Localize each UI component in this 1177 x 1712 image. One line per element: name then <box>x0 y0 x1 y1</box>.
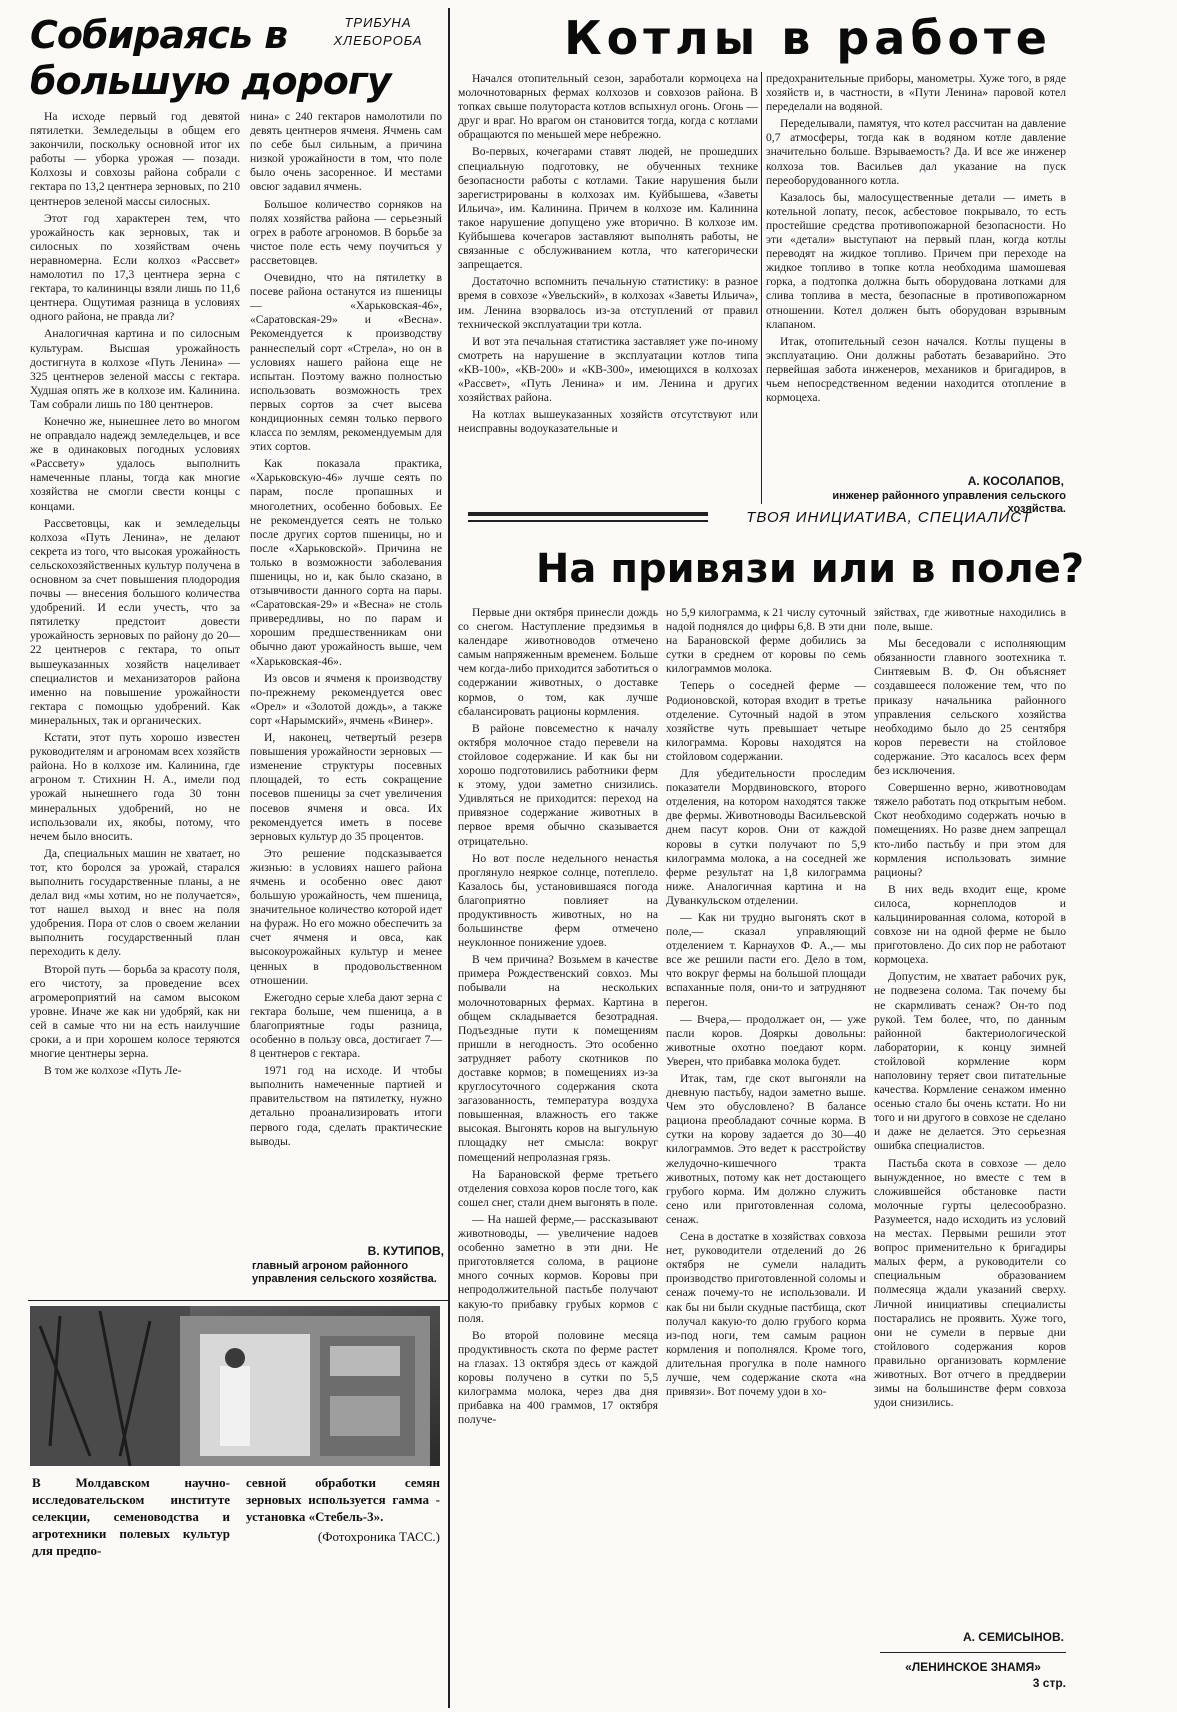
footer-source: «ЛЕНИНСКОЕ ЗНАМЯ» <box>905 1660 1041 1674</box>
article2-signature-title: инженер районного управления сельского хозяйства. <box>832 490 1066 515</box>
article3-headline: На привязи или в поле? <box>535 546 1085 592</box>
article1-signature-title: главный агроном районного управления сельского хозяйства. <box>252 1260 437 1285</box>
paragraph: Очевидно, что на пятилетку в посеве района останутся из пшеницы — «Харьковская-46», «Саратовская-29» и «Весна». Рекомендуется к производству раннеспелый сорт «Стрела», но он в условиях нашего района еще не испытан. Поэтому важно полностью использовать возможность трех первых сортов за счет высева кондиционных семян только первого класса по землям, рекомендуемым для этих сортов. <box>250 271 442 454</box>
article1-column-2 <box>250 110 442 1242</box>
paragraph: — Вчера,— продолжает он, — уже пасли коров. Дояркы довольны: животные охотно поедают корм. Уверен, что прибавка молока будет. <box>666 1012 866 1068</box>
news-photo <box>30 1306 440 1466</box>
paragraph: В районе повсеместно к началу октября молочное стадо перевели на стойловое содержание. И как бы ни хорошо подготовились работники ферм к этому, удои заметно снизились. Удивляться не приходится: переход на привязное содержание животных в первое время обычно сказывается отрицательно. <box>458 721 658 848</box>
paragraph: На Барановской ферме третьего отделения совхоза коров после того, как сошел снег, стали днем выгонять в поле. <box>458 1167 658 1209</box>
paragraph: Достаточно вспомнить печальную статистику: в разное время в совхозе «Увельский», в колхозах «Заветы Ильича», им. Ленина взорвалось из-за отступлений от правил технической эксплуатации три котла. <box>458 275 758 331</box>
photo-caption-text-2: севной обработки семян зерновых используется гамма - установка «Стебель-3». <box>246 1475 440 1524</box>
paragraph: Во второй половине месяца продуктивность скота по ферме растет на глазах. 13 октября здесь от каждой коровы получено в сутки по 5,5 килограмма молока, через два дня прибавка на 400 граммов, 17 октября получе- <box>458 1328 658 1427</box>
article1-signature-name: В. КУТИПОВ, <box>367 1244 444 1258</box>
paragraph: На исходе первый год девятой пятилетки. Земледельцы в общем его закончили, поскольку основной итог их работы — уборка урожая — позади. Колхозы и совхозы района собрали с гектара по 13,2 центнера зерновых, по 210 центнеров зеленой массы силосных. <box>30 110 240 208</box>
paragraph: Из овсов и ячменя к производству по-прежнему рекомендуется овес «Орел» и «Золотой дождь», а также сорт «Нарымский», ячмень «Винер». <box>250 671 442 727</box>
paragraph: Для убедительности проследим показатели Мордвиновского, второго отделения, на котором находятся также две фермы. Животноводы Васильевской днем пасут коров. Они от каждой коровы в сутки получают по 5,9 килограмма молока, а на соседней же ферме результат на 1,8 килограмма ниже. Аналогичная картина и на Дуванкульском отделении. <box>666 767 866 907</box>
article1-rubric: ТРИБУНА ХЛЕБОРОБА <box>333 15 423 48</box>
paragraph: предохранительные приборы, манометры. Хуже того, в ряде хозяйств и, в частности, в «Пути Ленина» паровой котел переделали на водяной. <box>766 72 1066 114</box>
rubric-rule-top <box>468 512 708 516</box>
paragraph: Мы беседовали с исполняющим обязанности главного зоотехника т. Синтяевым В. Ф. Он объясняет создавшееся положение тем, что по приказу начальника районного управления сельского хозяйства необходимо было до 25 сентября коров перевести на стойловое содержание. Это касалось всех ферм без исключения. <box>874 637 1066 778</box>
paragraph: Но вот после недельного ненастья проглянуло неяркое солнце, потеплело. Казалось бы, установившаяся погода благоприятно повлияет на продуктивность животных, но на большинстве ферм отмечено неуклонное понижение удоев. <box>458 851 658 950</box>
photo-image <box>30 1306 440 1466</box>
paragraph: Рассветовцы, как и земледельцы колхоза «Путь Ленина», не делают секрета из того, что высокая урожайность сельскохозяйственных культур получена в основном за счет повышения плодородия почвы — внесения большого количества удобрений. И если учесть, что за пятилетку предстоит довести урожайность зерновых по району до 20—22 центнеров с гектара, то опыт вышеуказанных хозяйств нацеливает специалистов и механизаторов района именно на повышение урожайности гектара с помощью удобрений. Как минеральных, так и органических. <box>30 516 240 727</box>
paragraph: Совершенно верно, животноводам тяжело работать под открытым небом. Скот необходимо содержать ночью в помещениях. Но разве днем запрещал кто-либо пастьбу и при этом для кормления использовать зимние рационы? <box>874 781 1066 879</box>
paragraph: зяйствах, где животные находились в поле, выше. <box>874 606 1066 634</box>
paragraph: Казалось бы, малосущественные детали — иметь в котельной лопату, песок, асбестовое покрывало, то есть простейшие средства противопожарной безопасности. Но эти «детали» выступают на первый план, когда котлы переводят на жидкое топливо. Причем при переходе на жидкое топливо в топке котла необходима шамошевая горка, а подтопка должна быть оборудована лотками для слива топлива в места, безопасные в противопожарном отношении. Котел должен быть оборудован взрывным клапаном. <box>766 190 1066 331</box>
paragraph: Теперь о соседней ферме — Родионовской, которая входит в третье отделение. Суточный надой в этом хозяйстве чуть превышает четыре килограмма. Коровы находятся на стойловом содержании. <box>666 679 866 763</box>
paragraph: Сена в достатке в хозяйствах совхоза нет, руководители отделений до 26 октября не сумели наладить производство приготовленной соломы и сенаж почему-то не использовали. И как бы ни были скудные пастбища, скот получал какую-то долю грубого корма из-под ноги, тем самым рацион кормления и пополнялся. Кроме того, длительная прогулка в поле намного лучше, чем содержание скота «на привязи». Вот почему удои в хо- <box>666 1230 866 1399</box>
article1-bottom-rule <box>28 1300 448 1301</box>
photo-caption-text: В Молдавском научно-исследовательском институте селекции, семеноводства и агротехники полевых культур для предпо- <box>32 1475 230 1558</box>
paragraph: 1971 год на исходе. И чтобы выполнить намеченные партией и правительством на пятилетку, нужно детально проанализировать итоги первого года, сделать практические выводы. <box>250 1064 442 1148</box>
article2-column-divider <box>761 72 762 504</box>
paragraph: Кстати, этот путь хорошо известен руководителям и агрономам всех хозяйств района. Но в колхозе им. Калинина, где агроном т. Стихнин Н. А., имели под урожай нынешнего года 30 тонн минеральных удобрений, но не использовали их, якобы, потому, что нечем было вносить. <box>30 731 240 843</box>
paragraph: Итак, там, где скот выгоняли на дневную пастьбу, надои заметно выше. Чем это обусловлено? В балансе рациона преобладают сочные корма. В сутки на корову задается до 30—40 килограммов. Это ведет к расстройству желудочно-кишечного тракта животных, потому как нет достающего грубого корма. Им должно служить сено или приготовленная солома, сенаж. <box>666 1072 866 1226</box>
paragraph: Ежегодно серые хлеба дают зерна с гектара больше, чем пшеница, а в благоприятные годы разница, особенно в пользу овса, достигает 7—8 центнеров с гектара. <box>250 990 442 1061</box>
article2-column-1 <box>458 72 758 492</box>
article3-rubric: ТВОЯ ИНИЦИАТИВА, СПЕЦИАЛИСТ <box>746 509 1032 526</box>
paragraph: В чем причина? Возьмем в качестве примера Рождественский совхоз. Мы побывали на нескольких молочнотоварных фермах. Картина в общем складывается безотрадная. Подъездные пути к помещениям пришли в негодность. Это особенно затрудняет работу скотников по доставке кормов; в помещениях из-за круглосуточного содержания скота загазованность, температура воздуха повышенная, влажность его также высокая. Выгонять коров на выгульную площадку нет смысла: вокруг помещений непролазная грязь. <box>458 953 658 1164</box>
article1-headline: Собираясь в большую дорогу <box>30 13 391 103</box>
article1-col1-paragraphs <box>30 110 240 1078</box>
paragraph: нина» с 240 гектаров намолотили по девять центнеров ячменя. Ячмень сам по себе был сильным, а причина низкой урожайности в том, что поле было очень засоренное. И местами овсюг задавил ячмень. <box>250 110 442 194</box>
article2-headline: Котлы в работе <box>564 11 1052 65</box>
rubric-rule-bottom <box>468 520 708 522</box>
paragraph: Конечно же, нынешнее лето во многом не оправдало надежд земледельцев, и все же в одинаковых погодных условиях «Рассвету» удалось выполнить намеченные планы, тогда как многие хозяйства не смогли свести концы с концами. <box>30 414 240 513</box>
paragraph: — На нашей ферме,— рассказывают животноводы, — увеличение надоев особенно заметно в эти дни. Не приготовляется солома, в рационе много сочных кормов. Коровы при непродолжительной пастьбе получают какую-то прибавку грубых кормов с поля. <box>458 1212 658 1325</box>
article2-column-2 <box>766 72 1066 472</box>
paragraph: Да, специальных машин не хватает, но тот, кто боролся за урожай, старался выполнить государственные планы, а не делал вид «мы хотим, но не получается», тот нашел выход и внес на поля удобрения. Пора от слов о своем желании выполнить государственный план переходить к делу. <box>30 846 240 959</box>
paragraph: Первые дни октября принесли дождь со снегом. Наступление предзимья в календаре животноводов отмечено самым напряженным временем. Больше чем когда-либо приходится заботиться о содержании животных, о доставке кормов, о том, как лучше сбалансировать рационы кормления. <box>458 606 658 718</box>
article3-column-2 <box>666 606 866 1710</box>
article1-column-1 <box>30 110 240 1340</box>
paragraph: Во-первых, кочегарами ставят людей, не прошедших специальную подготовку, не обученных технике безопасности работы с котлами. Такие нарушения были зарегистрированы в колхозах им. Куйбышева, «Заветы Ильича», им. Калинина. Причем в колхозе им. Калинина такое нарушение допущено уже вторично. В колхозе им. Куйбышева кочегаров заставляют выполнять работы, не связанные с обслуживанием котла, что категорически запрещается. <box>458 145 758 272</box>
photo-caption-col1 <box>32 1474 230 1624</box>
paragraph: Второй путь — борьба за красоту поля, его чистоту, за проведение всех агромероприятий на самом высоком уровне. Иначе же как ни удобряй, как ни сей в самые что ни на есть наилучшие сроки, а и при хорошем колосе теряются многие центнеры зерна. <box>30 962 240 1061</box>
paragraph: Как показала практика, «Харьковскую-46» лучше сеять по парам, после пропашных и многолетних, особенно бобовых. Ее не рекомендуется сеять не только после других сортов пшеницы, но и после «Харьковской». Причина не только в возможности заболевания пшеницы, но и, как было сказано, в отзывчивости данного сорта на пары. «Саратовская-29» и «Весна» не столь привередливы, но по парам и хорошим предшественникам они обычно дают урожайность выше, чем «Харьковская-46». <box>250 457 442 668</box>
paragraph: но 5,9 килограмма, к 21 числу суточный надой поднялся до цифры 6,8. В эти дни на Барановской ферме добились за сутки в среднем от коровы по семь килограммов молока. <box>666 606 866 676</box>
article2-signature-name: А. КОСОЛАПОВ, <box>967 474 1064 488</box>
paragraph: Итак, отопительный сезон начался. Котлы пущены в эксплуатацию. Они должны работать безаварийно. Это первейшая забота инженеров, механиков и бригадиров, в чьем непосредственном ведении находится отопление в кормоцеха. <box>766 334 1066 405</box>
paragraph: Аналогичная картина и по силосным культурам. Высшая урожайность достигнута в колхозе «Путь Ленина» — 325 центнеров зеленой массы с гектара. Худшая опять же в колхозе им. Калинина. Там собрали лишь по 180 центнеров. <box>30 327 240 411</box>
footer-rule <box>880 1652 1066 1653</box>
paragraph: Большое количество сорняков на полях хозяйства района — серьезный огрех в работе агрономов. В борьбе за чистое поле есть чему поучиться у рассветовцев. <box>250 197 442 267</box>
paragraph: И, наконец, четвертый резерв повышения урожайности зерновых — изменение структуры посевных площадей, то есть сокращение посевов пшеницы за счет увеличения посевов ячменя и овса. Их рекомендуется иметь в посеве зерновых культур до 35 процентов. <box>250 731 442 843</box>
article3-column-1 <box>458 606 658 1710</box>
paragraph: На котлах вышеуказанных хозяйств отсутствуют или неисправны водоуказательные и <box>458 408 758 436</box>
paragraph: В том же колхозе «Путь Ле- <box>44 1064 182 1078</box>
paragraph: И вот эта печальная статистика заставляет уже по-иному смотреть на нарушение в эксплуатации котлов типа «КВ-100», «КВ-200» и «КВ-300», имеющихся в колхозах «Рассвет», «Путь Ленина» и им. Ленина и других хозяйствах района. <box>458 334 758 405</box>
paragraph: Допустим, не хватает рабочих рук, не подвезена солома. Так почему бы не скармливать сенаж? Он-то под рукой. Тем более, что, по данным районной бактериологической лаборатории, к концу зимней стойловой кормление корм наполовину теряет свои питательные качества. Кормление сенажом именно осенью стало бы очень кстати. Но ни того и ни другого в совхозе не сделано и даже не делается. Это серьезная ошибка специалистов. <box>874 970 1066 1153</box>
paragraph: В них ведь входит еще, кроме силоса, корнеплодов и кальцинированная солома, которой в совхозе ни на одной ферме не было приготовлено. До сих пор не работают кормоцеха. <box>874 882 1066 967</box>
footer-page: 3 стр. <box>1032 1676 1066 1690</box>
photo-credit: (Фотохроника ТАСС.) <box>317 1529 440 1544</box>
paragraph: Этот год характерен тем, что урожайность как зерновых, так и силосных по хозяйствам очень неравномерна. Если колхоз «Рассвет» намолотил по 17,3 центнера зерна с гектара, то калининцы взяли лишь по 11,6 центнера. Ощутимая разница в условиях одного района, не правда ли? <box>30 211 240 324</box>
paragraph: Это решение подсказывается жизнью: в условиях нашего района ячмень и особенно овес дают большую урожайность, чем пшеница, значительное количество которой идет на фураж. Но его можно обеспечить за счет ячменя и овса, как высокоурожайных культур и менее ценных в продовольственном отношении. <box>250 846 442 987</box>
paragraph: — Как ни трудно выгонять скот в поле,— сказал управляющий отделением т. Карнаухов Ф. А.,— мы все же решили пасти его. Дело в том, что вокруг фермы на большой площади вспаханные поля, они-то и затрудняют перегон. <box>666 910 866 1009</box>
paragraph: Переделывали, памятуя, что котел рассчитан на давление 0,7 атмосферы, тогда как в водяном котле давление значительно больше. Взрываемость? Да. И все же инженер колхоза тов. Васильев дал указание на пуск переоборудованного котла. <box>766 117 1066 187</box>
article3-signature-name: А. СЕМИСЫНОВ. <box>962 1630 1064 1644</box>
article3-column-3 <box>874 606 1066 1616</box>
paragraph: Начался отопительный сезон, заработали кормоцеха на молочнотоварных фермах колхозов и совхозов района. В топках свыше полутораста котлов вспыхнул огонь. Огонь — друг и враг. Но врагом он становится тогда, когда с котлами обращаются по меньшей мере небрежно. <box>458 72 758 142</box>
column-divider <box>448 8 450 1708</box>
paragraph: Пастьба скота в совхозе — дело вынужденное, но вместе с тем в сложившейся обстановке пасти молочные гурты целесообразно. Разумеется, надо исходить из условий на местах. Первыми решили этот вопрос применительно к бригадиры малых ферм, а руководители со специальным образованием полмесяца ждали указаний сверху. Личной инициативы специалисты постарались не проявить. Хуже того, они не сумели в первые дни стойлового содержания коров правильно организовать кормление животных. Вот отчего в преддверии зимы на большинстве ферм совхоза удои снизились. <box>874 1156 1066 1410</box>
